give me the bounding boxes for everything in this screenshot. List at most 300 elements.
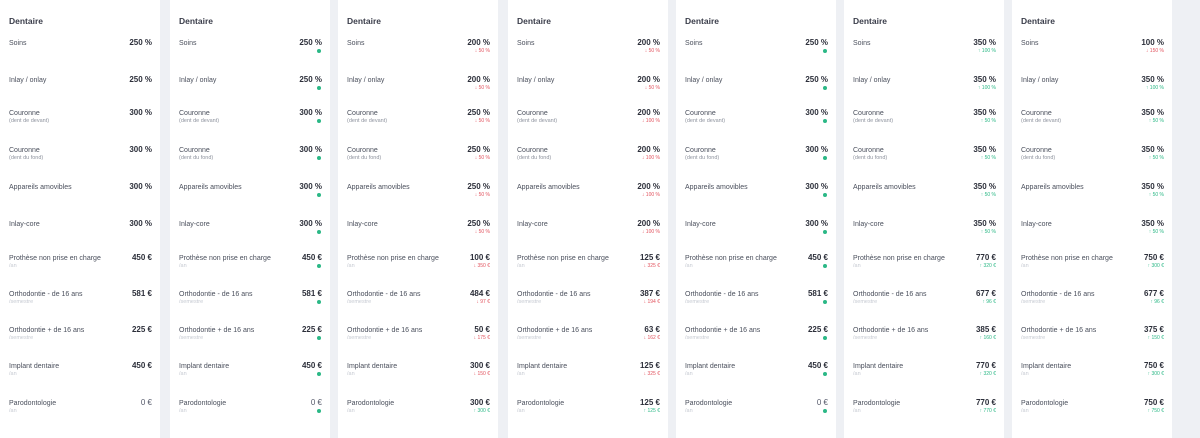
card-title: Dentaire	[685, 16, 720, 26]
coverage-value: 750 €	[1143, 253, 1164, 262]
status-dot-icon	[317, 264, 321, 268]
coverage-label: Parodontologie	[517, 400, 565, 407]
status-dot-icon	[823, 230, 827, 234]
coverage-value: 125 €	[639, 253, 660, 262]
coverage-row	[179, 183, 322, 213]
coverage-row	[1021, 290, 1164, 320]
coverage-value: 300 %	[805, 108, 828, 117]
coverage-value: 0 €	[310, 398, 322, 407]
coverage-row	[685, 399, 828, 429]
delta-decrease: ↓ 325 €	[643, 263, 660, 269]
coverage-row	[853, 39, 996, 69]
coverage-label: Orthodontie + de 16 ans	[685, 327, 761, 334]
coverage-sublabel: /an	[179, 371, 187, 377]
coverage-label: Parodontologie	[853, 400, 901, 407]
coverage-value: 450 €	[301, 253, 322, 262]
delta-decrease: ↓ 100 %	[641, 229, 660, 235]
coverage-label: Inlay-core	[853, 221, 884, 228]
delta-decrease: ↓ 50 %	[474, 192, 490, 198]
coverage-label: Couronne	[517, 110, 548, 117]
coverage-value: 200 %	[637, 38, 660, 47]
coverage-row	[347, 290, 490, 320]
coverage-value: 125 €	[639, 361, 660, 370]
coverage-value: 200 %	[637, 145, 660, 154]
coverage-label: Inlay-core	[9, 221, 40, 228]
coverage-value: 350 %	[973, 219, 996, 228]
coverage-value: 581 €	[131, 289, 152, 298]
status-dot-icon	[317, 372, 321, 376]
coverage-row	[9, 220, 152, 250]
coverage-label: Prothèse non prise en charge	[1021, 255, 1113, 262]
delta-increase: ↑ 100 %	[1145, 85, 1164, 91]
coverage-value: 63 €	[644, 325, 660, 334]
delta-increase: ↑ 300 €	[1147, 371, 1164, 377]
coverage-value: 100 €	[469, 253, 490, 262]
coverage-sublabel: /an	[179, 263, 187, 269]
coverage-value: 300 %	[129, 108, 152, 117]
coverage-row	[179, 39, 322, 69]
coverage-sublabel: /an	[853, 371, 861, 377]
coverage-value: 300 %	[299, 182, 322, 191]
delta-decrease: ↓ 325 €	[643, 371, 660, 377]
coverage-label: Orthodontie + de 16 ans	[517, 327, 593, 334]
coverage-label: Inlay / onlay	[1021, 77, 1059, 84]
coverage-value: 350 %	[1141, 219, 1164, 228]
coverage-row	[9, 146, 152, 176]
delta-decrease: ↓ 50 %	[644, 48, 660, 54]
coverage-row	[347, 399, 490, 429]
coverage-row	[9, 290, 152, 320]
coverage-sublabel: (dent de devant)	[179, 118, 220, 124]
coverage-label: Orthodontie - de 16 ans	[347, 291, 421, 298]
coverage-sublabel: (dent du fond)	[179, 155, 214, 161]
coverage-label: Implant dentaire	[179, 363, 230, 370]
coverage-sublabel: /an	[517, 408, 525, 414]
coverage-value: 200 %	[637, 219, 660, 228]
coverage-value: 300 %	[129, 219, 152, 228]
coverage-row	[517, 290, 660, 320]
coverage-label: Soins	[853, 40, 871, 47]
coverage-row	[1021, 183, 1164, 213]
delta-increase: ↑ 50 %	[1148, 229, 1164, 235]
status-dot-icon	[317, 119, 321, 123]
delta-decrease: ↓ 194 €	[643, 299, 660, 305]
delta-decrease: ↓ 175 €	[473, 335, 490, 341]
coverage-label: Inlay / onlay	[9, 77, 47, 84]
coverage-label: Prothèse non prise en charge	[9, 255, 101, 262]
coverage-row	[179, 326, 322, 356]
coverage-value: 484 €	[469, 289, 490, 298]
coverage-row	[853, 220, 996, 250]
coverage-value: 300 %	[129, 182, 152, 191]
status-dot-icon	[317, 300, 321, 304]
coverage-value: 770 €	[975, 398, 996, 407]
coverage-row	[347, 146, 490, 176]
coverage-value: 300 €	[469, 398, 490, 407]
coverage-row	[517, 254, 660, 284]
coverage-sublabel: /an	[9, 263, 17, 269]
coverage-label: Inlay-core	[517, 221, 548, 228]
coverage-sublabel: /semestre	[347, 299, 372, 305]
coverage-value: 300 €	[469, 361, 490, 370]
coverage-value: 250 %	[129, 38, 152, 47]
coverage-sublabel: (dent du fond)	[685, 155, 720, 161]
coverage-label: Soins	[1021, 40, 1039, 47]
delta-increase: ↑ 100 %	[977, 85, 996, 91]
coverage-label: Inlay-core	[347, 221, 378, 228]
coverage-value: 350 %	[1141, 75, 1164, 84]
coverage-sublabel: /an	[685, 371, 693, 377]
status-dot-icon	[317, 49, 321, 53]
coverage-row	[517, 146, 660, 176]
delta-increase: ↑ 50 %	[1148, 192, 1164, 198]
coverage-label: Implant dentaire	[517, 363, 568, 370]
coverage-label: Implant dentaire	[853, 363, 904, 370]
coverage-value: 300 %	[299, 108, 322, 117]
delta-increase: ↑ 50 %	[980, 155, 996, 161]
coverage-label: Couronne	[9, 110, 40, 117]
coverage-sublabel: (dent du fond)	[1021, 155, 1056, 161]
coverage-value: 300 %	[805, 145, 828, 154]
delta-increase: ↑ 50 %	[1148, 155, 1164, 161]
plan-card	[170, 0, 330, 438]
coverage-row	[9, 254, 152, 284]
delta-decrease: ↓ 50 %	[474, 85, 490, 91]
coverage-row	[1021, 220, 1164, 250]
plan-card	[0, 0, 160, 438]
status-dot-icon	[823, 372, 827, 376]
delta-decrease: ↓ 162 €	[643, 335, 660, 341]
coverage-label: Parodontologie	[9, 400, 57, 407]
coverage-value: 50 €	[474, 325, 490, 334]
coverage-label: Couronne	[9, 147, 40, 154]
coverage-label: Inlay / onlay	[347, 77, 385, 84]
coverage-row	[853, 254, 996, 284]
status-dot-icon	[317, 230, 321, 234]
coverage-value: 225 €	[807, 325, 828, 334]
delta-increase: ↑ 320 €	[979, 371, 996, 377]
coverage-sublabel: /semestre	[517, 299, 542, 305]
delta-increase: ↑ 96 €	[1150, 299, 1164, 305]
coverage-row	[347, 39, 490, 69]
coverage-label: Soins	[685, 40, 703, 47]
coverage-label: Couronne	[1021, 147, 1052, 154]
coverage-sublabel: /semestre	[9, 335, 34, 341]
delta-increase: ↑ 770 €	[979, 408, 996, 414]
plan-card	[676, 0, 836, 438]
coverage-label: Couronne	[685, 110, 716, 117]
coverage-label: Inlay-core	[1021, 221, 1052, 228]
card-title: Dentaire	[9, 16, 44, 26]
coverage-row	[517, 183, 660, 213]
status-dot-icon	[823, 264, 827, 268]
coverage-row	[179, 76, 322, 106]
coverage-sublabel: (dent du fond)	[9, 155, 44, 161]
coverage-label: Prothèse non prise en charge	[853, 255, 945, 262]
coverage-value: 450 €	[131, 253, 152, 262]
delta-decrease: ↓ 150 €	[473, 371, 490, 377]
delta-decrease: ↓ 100 %	[641, 155, 660, 161]
coverage-row	[685, 76, 828, 106]
coverage-row	[685, 183, 828, 213]
coverage-value: 225 €	[301, 325, 322, 334]
coverage-value: 350 %	[1141, 108, 1164, 117]
coverage-row	[1021, 254, 1164, 284]
coverage-row	[1021, 399, 1164, 429]
coverage-row	[685, 146, 828, 176]
coverage-value: 450 €	[131, 361, 152, 370]
coverage-value: 0 €	[140, 398, 152, 407]
delta-decrease: ↓ 350 €	[473, 263, 490, 269]
coverage-row	[9, 183, 152, 213]
delta-decrease: ↓ 50 %	[474, 229, 490, 235]
coverage-label: Prothèse non prise en charge	[347, 255, 439, 262]
coverage-label: Orthodontie - de 16 ans	[9, 291, 83, 298]
delta-increase: ↑ 300 €	[1147, 263, 1164, 269]
coverage-value: 250 %	[467, 219, 490, 228]
coverage-row	[1021, 146, 1164, 176]
coverage-value: 300 %	[299, 219, 322, 228]
coverage-value: 750 €	[1143, 398, 1164, 407]
coverage-sublabel: /an	[517, 371, 525, 377]
delta-decrease: ↓ 50 %	[644, 85, 660, 91]
coverage-value: 387 €	[639, 289, 660, 298]
coverage-value: 450 €	[301, 361, 322, 370]
coverage-sublabel: /semestre	[179, 335, 204, 341]
delta-decrease: ↓ 100 %	[641, 192, 660, 198]
delta-increase: ↑ 100 %	[977, 48, 996, 54]
coverage-sublabel: /an	[347, 371, 355, 377]
coverage-label: Soins	[517, 40, 535, 47]
coverage-label: Orthodontie + de 16 ans	[853, 327, 929, 334]
coverage-sublabel: /an	[347, 408, 355, 414]
card-title: Dentaire	[179, 16, 214, 26]
plan-card	[844, 0, 1004, 438]
coverage-label: Inlay / onlay	[685, 77, 723, 84]
coverage-label: Couronne	[347, 147, 378, 154]
delta-decrease: ↓ 50 %	[474, 48, 490, 54]
coverage-sublabel: /an	[1021, 408, 1029, 414]
coverage-value: 581 €	[807, 289, 828, 298]
plan-card	[508, 0, 668, 438]
coverage-label: Appareils amovibles	[347, 184, 410, 191]
card-title: Dentaire	[347, 16, 382, 26]
coverage-sublabel: /semestre	[685, 299, 710, 305]
coverage-row	[853, 362, 996, 392]
coverage-row	[853, 183, 996, 213]
coverage-value: 225 €	[131, 325, 152, 334]
status-dot-icon	[317, 409, 321, 413]
coverage-row	[517, 109, 660, 139]
coverage-label: Implant dentaire	[347, 363, 398, 370]
coverage-label: Soins	[347, 40, 365, 47]
coverage-label: Orthodontie - de 16 ans	[517, 291, 591, 298]
coverage-sublabel: (dent du fond)	[517, 155, 552, 161]
coverage-value: 770 €	[975, 361, 996, 370]
coverage-label: Appareils amovibles	[1021, 184, 1084, 191]
coverage-row	[685, 254, 828, 284]
status-dot-icon	[317, 336, 321, 340]
coverage-value: 200 %	[467, 38, 490, 47]
coverage-label: Inlay / onlay	[853, 77, 891, 84]
coverage-label: Soins	[9, 40, 27, 47]
delta-increase: ↑ 50 %	[980, 192, 996, 198]
coverage-sublabel: /an	[685, 408, 693, 414]
coverage-value: 250 %	[467, 182, 490, 191]
coverage-label: Implant dentaire	[1021, 363, 1072, 370]
coverage-value: 350 %	[973, 108, 996, 117]
coverage-label: Orthodontie + de 16 ans	[1021, 327, 1097, 334]
coverage-row	[179, 399, 322, 429]
coverage-row	[347, 220, 490, 250]
coverage-value: 677 €	[975, 289, 996, 298]
coverage-label: Orthodontie - de 16 ans	[853, 291, 927, 298]
coverage-label: Prothèse non prise en charge	[517, 255, 609, 262]
coverage-sublabel: (dent de devant)	[517, 118, 558, 124]
delta-decrease: ↓ 97 €	[476, 299, 490, 305]
status-dot-icon	[823, 193, 827, 197]
coverage-row	[9, 39, 152, 69]
plan-card	[338, 0, 498, 438]
coverage-sublabel: /an	[9, 371, 17, 377]
coverage-row	[347, 254, 490, 284]
coverage-label: Parodontologie	[179, 400, 227, 407]
coverage-value: 350 %	[1141, 145, 1164, 154]
coverage-row	[685, 326, 828, 356]
coverage-value: 250 %	[299, 38, 322, 47]
status-dot-icon	[317, 156, 321, 160]
coverage-label: Couronne	[853, 110, 884, 117]
coverage-value: 250 %	[805, 75, 828, 84]
coverage-row	[685, 39, 828, 69]
coverage-sublabel: /an	[685, 263, 693, 269]
coverage-sublabel: (dent du fond)	[853, 155, 888, 161]
coverage-value: 125 €	[639, 398, 660, 407]
coverage-row	[685, 362, 828, 392]
delta-increase: ↑ 96 €	[982, 299, 996, 305]
coverage-label: Inlay / onlay	[179, 77, 217, 84]
coverage-sublabel: /an	[1021, 371, 1029, 377]
status-dot-icon	[823, 86, 827, 90]
coverage-value: 250 %	[299, 75, 322, 84]
coverage-value: 300 %	[299, 145, 322, 154]
coverage-label: Orthodontie + de 16 ans	[179, 327, 255, 334]
coverage-value: 385 €	[975, 325, 996, 334]
status-dot-icon	[823, 119, 827, 123]
coverage-value: 581 €	[301, 289, 322, 298]
coverage-value: 350 %	[1141, 182, 1164, 191]
coverage-sublabel: (dent de devant)	[1021, 118, 1062, 124]
coverage-sublabel: /an	[9, 408, 17, 414]
coverage-value: 250 %	[467, 108, 490, 117]
coverage-label: Orthodontie + de 16 ans	[9, 327, 85, 334]
status-dot-icon	[823, 49, 827, 53]
coverage-row	[517, 76, 660, 106]
status-dot-icon	[823, 409, 827, 413]
delta-decrease: ↓ 50 %	[474, 155, 490, 161]
status-dot-icon	[823, 156, 827, 160]
coverage-label: Appareils amovibles	[853, 184, 916, 191]
coverage-label: Appareils amovibles	[179, 184, 242, 191]
coverage-row	[517, 220, 660, 250]
coverage-row	[347, 76, 490, 106]
coverage-label: Orthodontie + de 16 ans	[347, 327, 423, 334]
coverage-sublabel: /an	[517, 263, 525, 269]
coverage-label: Couronne	[1021, 110, 1052, 117]
coverage-row	[517, 399, 660, 429]
coverage-label: Implant dentaire	[9, 363, 60, 370]
coverage-label: Parodontologie	[1021, 400, 1069, 407]
coverage-label: Parodontologie	[347, 400, 395, 407]
coverage-value: 350 %	[973, 182, 996, 191]
coverage-sublabel: (dent du fond)	[347, 155, 382, 161]
coverage-label: Couronne	[853, 147, 884, 154]
coverage-row	[9, 326, 152, 356]
coverage-value: 300 %	[129, 145, 152, 154]
coverage-label: Soins	[179, 40, 197, 47]
delta-increase: ↑ 125 €	[643, 408, 660, 414]
coverage-value: 450 €	[807, 361, 828, 370]
coverage-value: 750 €	[1143, 361, 1164, 370]
coverage-sublabel: (dent de devant)	[685, 118, 726, 124]
coverage-label: Inlay-core	[179, 221, 210, 228]
coverage-row	[9, 399, 152, 429]
coverage-value: 350 %	[973, 38, 996, 47]
coverage-sublabel: /an	[853, 263, 861, 269]
coverage-row	[179, 362, 322, 392]
status-dot-icon	[317, 193, 321, 197]
coverage-row	[9, 362, 152, 392]
coverage-label: Orthodontie - de 16 ans	[179, 291, 253, 298]
coverage-row	[517, 326, 660, 356]
coverage-sublabel: (dent de devant)	[9, 118, 50, 124]
coverage-value: 100 %	[1141, 38, 1164, 47]
coverage-row	[1021, 76, 1164, 106]
coverage-row	[347, 326, 490, 356]
coverage-row	[853, 326, 996, 356]
coverage-row	[853, 109, 996, 139]
coverage-row	[347, 362, 490, 392]
coverage-sublabel: /an	[179, 408, 187, 414]
coverage-label: Appareils amovibles	[685, 184, 748, 191]
coverage-row	[179, 220, 322, 250]
coverage-label: Couronne	[179, 147, 210, 154]
coverage-value: 300 %	[805, 219, 828, 228]
status-dot-icon	[823, 300, 827, 304]
coverage-sublabel: /semestre	[853, 335, 878, 341]
coverage-value: 300 %	[805, 182, 828, 191]
delta-increase: ↑ 300 €	[473, 408, 490, 414]
coverage-row	[1021, 109, 1164, 139]
coverage-sublabel: (dent de devant)	[347, 118, 388, 124]
coverage-label: Inlay-core	[685, 221, 716, 228]
coverage-row	[179, 109, 322, 139]
coverage-sublabel: (dent de devant)	[853, 118, 894, 124]
coverage-row	[347, 183, 490, 213]
coverage-row	[853, 399, 996, 429]
coverage-value: 200 %	[637, 75, 660, 84]
coverage-row	[1021, 362, 1164, 392]
delta-increase: ↑ 160 €	[979, 335, 996, 341]
coverage-sublabel: /semestre	[1021, 335, 1046, 341]
coverage-row	[517, 362, 660, 392]
coverage-row	[9, 109, 152, 139]
coverage-sublabel: /semestre	[9, 299, 34, 305]
coverage-value: 200 %	[637, 108, 660, 117]
coverage-label: Appareils amovibles	[9, 184, 72, 191]
coverage-label: Parodontologie	[685, 400, 733, 407]
coverage-row	[347, 109, 490, 139]
